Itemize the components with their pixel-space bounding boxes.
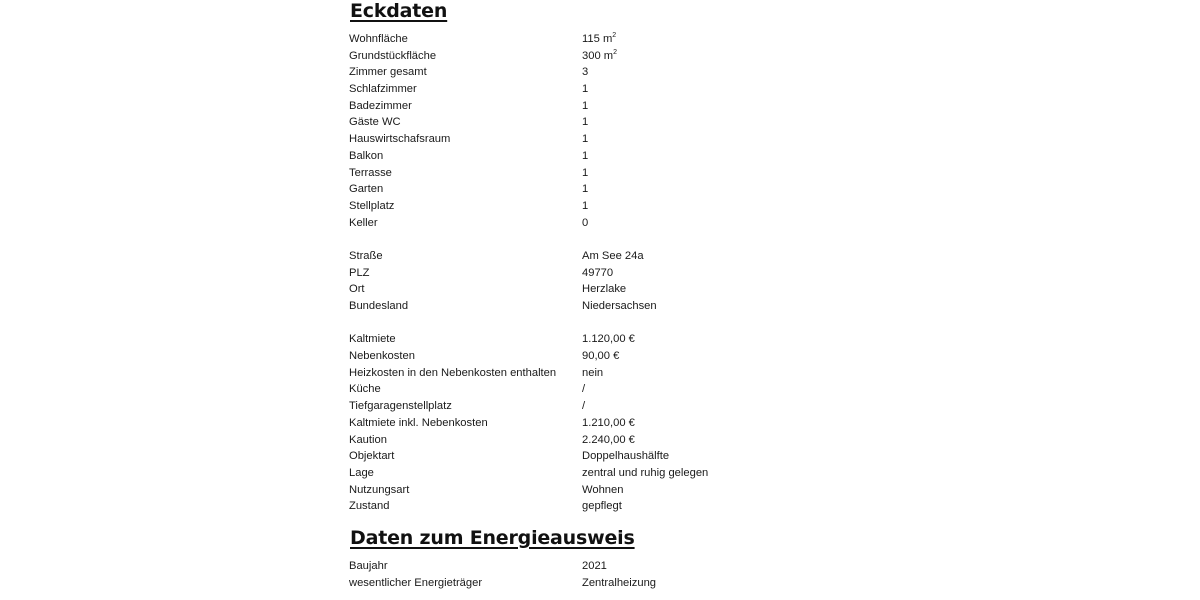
row-label: Nutzungsart bbox=[349, 483, 410, 496]
data-row bbox=[349, 398, 869, 415]
row-value: 1 bbox=[582, 133, 589, 146]
spacer bbox=[349, 315, 869, 332]
data-row bbox=[349, 465, 869, 482]
row-value: 1.120,00 € bbox=[582, 333, 635, 346]
row-value: / bbox=[582, 383, 586, 396]
row-label: Zustand bbox=[349, 500, 390, 513]
row-value: Herzlake bbox=[582, 283, 627, 296]
row-label: Straße bbox=[349, 249, 383, 262]
row-value: 90,00 € bbox=[582, 350, 620, 363]
row-label: Garten bbox=[349, 183, 384, 196]
row-value: / bbox=[582, 400, 586, 413]
data-row bbox=[349, 348, 869, 365]
row-label: Gäste WC bbox=[349, 116, 401, 129]
data-row bbox=[349, 298, 869, 315]
row-value: Wohnen bbox=[582, 483, 624, 496]
data-row bbox=[349, 498, 869, 515]
data-row bbox=[349, 248, 869, 265]
superscript: 2 bbox=[613, 48, 617, 56]
row-label: Nebenkosten bbox=[349, 350, 415, 363]
data-row bbox=[349, 181, 869, 198]
row-label: Balkon bbox=[349, 149, 384, 162]
row-label: Bundesland bbox=[349, 300, 409, 312]
row-label: Kaltmiete bbox=[349, 333, 396, 346]
eckdaten-table bbox=[349, 31, 869, 515]
row-label: Kaltmiete inkl. Nebenkosten bbox=[349, 416, 488, 429]
row-value: 0 bbox=[582, 216, 589, 229]
data-row bbox=[349, 48, 869, 65]
data-row bbox=[349, 448, 869, 465]
row-value: 1 bbox=[582, 83, 589, 96]
data-row bbox=[349, 432, 869, 449]
row-value: Zentralheizung bbox=[582, 576, 657, 589]
row-label: PLZ bbox=[349, 266, 370, 279]
row-label: Terrasse bbox=[349, 166, 392, 179]
row-value: 1 bbox=[582, 149, 589, 162]
row-label: Grundstückfläche bbox=[349, 49, 437, 62]
row-label: Keller bbox=[349, 216, 378, 229]
section-heading-eckdaten: Eckdaten bbox=[350, 0, 448, 22]
row-label: Baujahr bbox=[349, 559, 388, 572]
data-row bbox=[349, 148, 869, 165]
data-row bbox=[349, 575, 869, 592]
row-value: Doppelhaushälfte bbox=[582, 450, 670, 463]
data-row bbox=[349, 98, 869, 115]
row-value: 1 bbox=[582, 99, 589, 112]
row-label: Objektart bbox=[349, 450, 395, 463]
value-text: 115 m bbox=[582, 33, 613, 45]
row-value: 1.210,00 € bbox=[582, 416, 635, 429]
row-value: 1 bbox=[582, 199, 589, 212]
data-row bbox=[349, 81, 869, 98]
spacer bbox=[349, 231, 869, 248]
data-row bbox=[349, 265, 869, 282]
row-label: Tiefgaragenstellplatz bbox=[349, 400, 452, 413]
row-label: Hauswirtschafsraum bbox=[349, 133, 451, 146]
row-label: wesentlicher Energieträger bbox=[349, 576, 483, 589]
row-label: Zimmer gesamt bbox=[349, 66, 427, 79]
row-value: nein bbox=[582, 366, 604, 379]
row-value: gepflegt bbox=[582, 500, 622, 513]
row-value: 1 bbox=[582, 116, 589, 129]
row-value: zentral und ruhig gelegen bbox=[582, 466, 709, 479]
row-label: Schlafzimmer bbox=[349, 83, 417, 96]
data-row bbox=[349, 482, 869, 499]
row-value: 2021 bbox=[582, 559, 607, 572]
superscript: 2 bbox=[612, 32, 617, 39]
energieausweis-table bbox=[349, 558, 869, 591]
data-row bbox=[349, 114, 869, 131]
data-row bbox=[349, 415, 869, 432]
row-label: Wohnfläche bbox=[349, 33, 408, 45]
row-value: 3 bbox=[582, 66, 589, 79]
data-row bbox=[349, 31, 869, 48]
data-row bbox=[349, 198, 869, 215]
row-value: Niedersachsen bbox=[582, 300, 657, 312]
data-row bbox=[349, 165, 869, 182]
row-value: 1 bbox=[582, 166, 589, 179]
data-row bbox=[349, 558, 869, 575]
row-value: 1 bbox=[582, 183, 589, 196]
row-value bbox=[582, 31, 616, 48]
data-row bbox=[349, 281, 869, 298]
document-page bbox=[349, 0, 869, 591]
data-row bbox=[349, 215, 869, 232]
data-row bbox=[349, 365, 869, 382]
value-text: 300 m bbox=[582, 49, 614, 62]
data-row bbox=[349, 64, 869, 81]
data-row bbox=[349, 331, 869, 348]
row-label: Badezimmer bbox=[349, 99, 412, 112]
section-heading-energieausweis: Daten zum Energieausweis bbox=[350, 526, 635, 549]
row-label: Lage bbox=[349, 466, 374, 479]
data-row bbox=[349, 131, 869, 148]
row-value: Am See 24a bbox=[582, 249, 644, 262]
row-value bbox=[582, 48, 617, 65]
row-label: Ort bbox=[349, 283, 365, 296]
row-label: Heizkosten in den Nebenkosten enthalten bbox=[349, 366, 557, 379]
row-label: Küche bbox=[349, 383, 381, 396]
data-row bbox=[349, 381, 869, 398]
row-label: Stellplatz bbox=[349, 199, 395, 212]
row-value: 2.240,00 € bbox=[582, 433, 635, 446]
row-label: Kaution bbox=[349, 433, 387, 446]
row-value: 49770 bbox=[582, 266, 614, 279]
